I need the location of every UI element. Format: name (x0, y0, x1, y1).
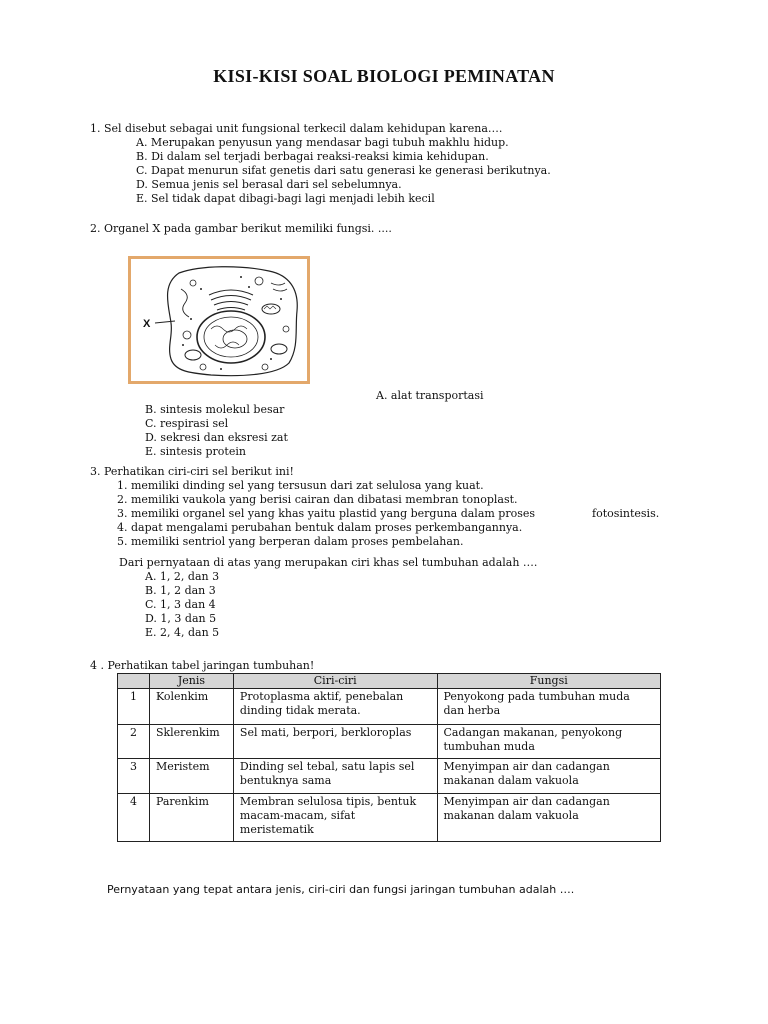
q1-option-d: D. Semua jenis sel berasal dari sel sebelumnya. (136, 178, 402, 191)
row-fungsi: Menyimpan air dan cadangan makanan dalam vakuola (437, 759, 661, 794)
q2-option-a: A. alat transportasi (376, 389, 484, 402)
animal-cell-diagram (131, 259, 307, 381)
cell-diagram-figure (128, 256, 310, 384)
q1-stem: 1. Sel disebut sebagai unit fungsional terkecil dalam kehidupan karena…. (90, 122, 503, 135)
q3-item-3: 3. memiliki organel sel yang khas yaitu plastid yang berguna dalam proses (117, 507, 536, 520)
q1-option-b: B. Di dalam sel terjadi berbagai reaksi-reaksi kimia kehidupan. (136, 150, 489, 163)
header-fungsi: Fungsi (437, 674, 661, 689)
row-fungsi: Cadangan makanan, penyokong tumbuhan muda (437, 725, 661, 759)
q4-stem: 4 . Perhatikan tabel jaringan tumbuhan! (90, 659, 315, 672)
q3-option-b: B. 1, 2 dan 3 (145, 584, 216, 597)
q3-item-3-tail: fotosintesis. (592, 507, 660, 520)
table-row (118, 689, 661, 725)
q2-option-c: C. respirasi sel (145, 417, 229, 430)
row-ciri: Membran selulosa tipis, bentuk macam-macam, sifat meristematik (233, 794, 437, 842)
row-ciri: Dinding sel tebal, satu lapis sel bentuknya sama (233, 759, 437, 794)
header-ciri-ciri: Ciri-ciri (233, 674, 437, 689)
q3-item-4: 4. dapat mengalami perubahan bentuk dalam proses perkembangannya. (117, 521, 523, 534)
q3-question: Dari pernyataan di atas yang merupakan ciri khas sel tumbuhan adalah …. (119, 556, 538, 569)
golgi-apparatus (209, 290, 253, 310)
q2-option-e: E. sintesis protein (145, 445, 246, 458)
q3-item-2: 2. memiliki vaukola yang berisi cairan dan dibatasi membran tonoplast. (117, 493, 518, 506)
q3-item-1: 1. memiliki dinding sel yang tersusun dari zat selulosa yang kuat. (117, 479, 484, 492)
q1-option-a: A. Merupakan penyusun yang mendasar bagi tubuh makhlu hidup. (136, 136, 509, 149)
q3-option-c: C. 1, 3 dan 4 (145, 598, 216, 611)
row-fungsi: Penyokong pada tumbuhan muda dan herba (437, 689, 661, 725)
row-number: 2 (118, 725, 150, 759)
row-number: 1 (118, 689, 150, 725)
label-x-pointer (155, 321, 175, 323)
row-jenis: Meristem (149, 759, 233, 794)
header-jenis: Jenis (149, 674, 233, 689)
nucleus (197, 311, 265, 363)
page-title: KISI-KISI SOAL BIOLOGI PEMINATAN (213, 66, 555, 86)
table-row (118, 794, 661, 842)
q3-option-e: E. 2, 4, dan 5 (145, 626, 220, 639)
table-row (118, 759, 661, 794)
row-fungsi: Menyimpan air dan cadangan makanan dalam vakuola (437, 794, 661, 842)
q1-option-e: E. Sel tidak dapat dibagi-bagi lagi menjadi lebih kecil (136, 192, 435, 205)
row-number: 3 (118, 759, 150, 794)
q2-stem: 2. Organel X pada gambar berikut memiliki fungsi. .... (90, 222, 392, 235)
header-no (118, 674, 150, 689)
plant-tissue-table (117, 673, 661, 842)
q3-option-a: A. 1, 2, dan 3 (145, 570, 220, 583)
figure-label-x: X (143, 318, 151, 330)
table-header-row (118, 674, 661, 689)
table-row (118, 725, 661, 759)
row-jenis: Kolenkim (149, 689, 233, 725)
q1-option-c: C. Dapat menurun sifat genetis dari satu generasi ke generasi berikutnya. (136, 164, 551, 177)
row-jenis: Parenkim (149, 794, 233, 842)
q3-item-5: 5. memiliki sentriol yang berperan dalam proses pembelahan. (117, 535, 464, 548)
row-ciri: Protoplasma aktif, penebalan dinding tidak merata. (233, 689, 437, 725)
mitochondrion (262, 304, 280, 314)
cell-membrane (168, 267, 298, 376)
row-ciri: Sel mati, berpori, berkloroplas (233, 725, 437, 759)
q2-option-d: D. sekresi dan eksresi zat (145, 431, 288, 444)
q3-stem: 3. Perhatikan ciri-ciri sel berikut ini! (90, 465, 294, 478)
row-number: 4 (118, 794, 150, 842)
row-jenis: Sklerenkim (149, 725, 233, 759)
q4-statement: Pernyataan yang tepat antara jenis, ciri-ciri dan fungsi jaringan tumbuhan adalah …. (107, 883, 575, 896)
q3-option-d: D. 1, 3 dan 5 (145, 612, 217, 625)
q2-option-b: B. sintesis molekul besar (145, 403, 285, 416)
